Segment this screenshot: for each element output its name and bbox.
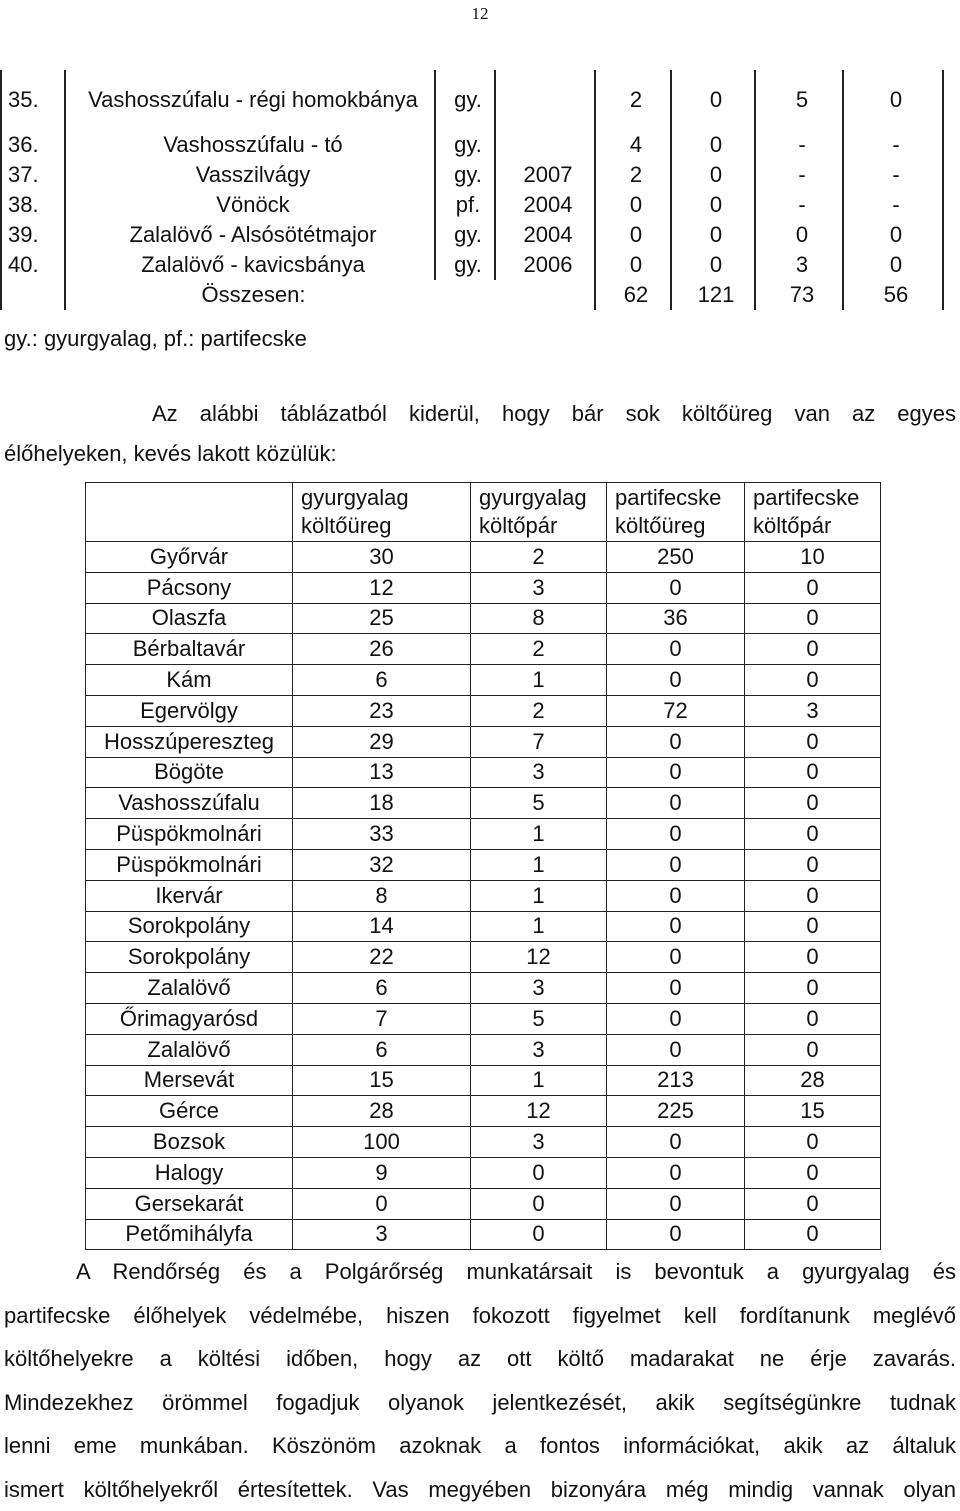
abbreviation-note: gy.: gyurgyalag, pf.: partifecske	[4, 326, 307, 352]
habitat-name-cell: Sorokpolány	[86, 911, 293, 942]
habitat-row	[86, 1065, 881, 1096]
habitat-value-cell: 1	[471, 911, 607, 942]
habitat-value-cell: 28	[745, 1065, 881, 1096]
site-cell-type: gy.	[435, 220, 495, 250]
site-cell-type: gy.	[435, 160, 495, 190]
habitat-value-cell: 6	[293, 973, 471, 1004]
habitat-value-cell: 1	[471, 1065, 607, 1096]
habitat-value-cell: 0	[607, 819, 745, 850]
habitat-value-cell: 8	[471, 603, 607, 634]
blank-cell	[495, 280, 595, 310]
site-cell-c: 3	[755, 250, 843, 280]
habitat-value-cell: 7	[293, 1003, 471, 1034]
habitat-value-cell: 3	[471, 1034, 607, 1065]
habitat-name-cell: Zalalövő	[86, 973, 293, 1004]
site-cell-a: 4	[595, 130, 671, 160]
habitat-name-cell: Gérce	[86, 1096, 293, 1127]
site-cell-b: 0	[671, 220, 755, 250]
habitat-value-cell: 0	[745, 942, 881, 973]
habitat-row	[86, 1157, 881, 1188]
habitat-value-cell: 0	[471, 1188, 607, 1219]
habitat-name-cell: Őrimagyarósd	[86, 1003, 293, 1034]
habitat-name-cell: Bozsok	[86, 1127, 293, 1158]
habitat-value-cell: 100	[293, 1127, 471, 1158]
habitat-value-cell: 0	[471, 1157, 607, 1188]
habitat-value-cell: 2	[471, 695, 607, 726]
habitat-value-cell: 15	[293, 1065, 471, 1096]
habitat-name-cell: Püspökmolnári	[86, 819, 293, 850]
habitat-value-cell: 0	[745, 1034, 881, 1065]
site-cell-a: 2	[595, 70, 671, 130]
habitat-value-cell: 0	[607, 1219, 745, 1250]
habitat-value-cell: 3	[293, 1219, 471, 1250]
habitat-value-cell: 0	[745, 757, 881, 788]
header-cell: partifecske költőpár	[745, 483, 881, 542]
habitat-row	[86, 542, 881, 573]
habitat-value-cell: 12	[471, 1096, 607, 1127]
site-cell-c: 5	[755, 70, 843, 130]
habitat-name-cell: Gersekarát	[86, 1188, 293, 1219]
habitat-value-cell: 0	[607, 1003, 745, 1034]
totals-row	[1, 280, 943, 310]
site-row	[1, 160, 943, 190]
site-cell-a: 0	[595, 220, 671, 250]
site-cell-type: gy.	[435, 130, 495, 160]
habitat-value-cell: 36	[607, 603, 745, 634]
site-cell-no: 39.	[1, 220, 65, 250]
habitat-value-cell: 12	[471, 942, 607, 973]
habitat-row	[86, 572, 881, 603]
habitat-row	[86, 634, 881, 665]
site-cell-c: -	[755, 130, 843, 160]
habitat-value-cell: 7	[471, 726, 607, 757]
habitat-value-cell: 0	[607, 973, 745, 1004]
site-cell-c: 0	[755, 220, 843, 250]
habitat-value-cell: 0	[745, 1188, 881, 1219]
site-cell-d: -	[843, 190, 943, 220]
total-c: 73	[755, 280, 843, 310]
habitat-name-cell: Ikervár	[86, 880, 293, 911]
site-cell-b: 0	[671, 250, 755, 280]
habitat-value-cell: 0	[607, 572, 745, 603]
habitat-name-cell: Egervölgy	[86, 695, 293, 726]
habitat-row	[86, 1003, 881, 1034]
habitat-value-cell: 5	[471, 1003, 607, 1034]
site-cell-d: 0	[843, 250, 943, 280]
site-cell-year: 2006	[495, 250, 595, 280]
habitat-value-cell: 225	[607, 1096, 745, 1127]
habitat-value-cell: 0	[745, 788, 881, 819]
habitat-name-cell: Bögöte	[86, 757, 293, 788]
site-row	[1, 250, 943, 280]
header-cell: gyurgyalag költőpár	[471, 483, 607, 542]
site-cell-type: gy.	[435, 250, 495, 280]
site-cell-a: 0	[595, 250, 671, 280]
header-cell: partifecske költőüreg	[607, 483, 745, 542]
site-cell-name: Vashosszúfalu - tó	[65, 130, 435, 160]
page-number: 12	[0, 4, 960, 24]
habitat-value-cell: 13	[293, 757, 471, 788]
site-row	[1, 130, 943, 160]
habitat-value-cell: 1	[471, 880, 607, 911]
intro-paragraph	[4, 394, 956, 474]
site-cell-name: Zalalövő - kavicsbánya	[65, 250, 435, 280]
habitat-name-cell: Kám	[86, 665, 293, 696]
site-cell-d: 0	[843, 220, 943, 250]
habitat-value-cell: 0	[745, 665, 881, 696]
habitat-value-cell: 18	[293, 788, 471, 819]
sites-table	[0, 70, 944, 310]
habitat-row	[86, 603, 881, 634]
site-cell-no: 36.	[1, 130, 65, 160]
habitat-value-cell: 0	[607, 1034, 745, 1065]
habitat-name-cell: Hosszúpereszteg	[86, 726, 293, 757]
site-cell-type: gy.	[435, 70, 495, 130]
habitat-value-cell: 2	[471, 542, 607, 573]
site-cell-b: 0	[671, 70, 755, 130]
habitat-name-cell: Halogy	[86, 1157, 293, 1188]
total-b: 121	[671, 280, 755, 310]
habitat-value-cell: 0	[745, 849, 881, 880]
habitat-name-cell: Sorokpolány	[86, 942, 293, 973]
habitat-value-cell: 15	[745, 1096, 881, 1127]
habitat-name-cell: Zalalövő	[86, 1034, 293, 1065]
habitat-value-cell: 1	[471, 849, 607, 880]
habitat-row	[86, 911, 881, 942]
habitat-value-cell: 213	[607, 1065, 745, 1096]
habitat-value-cell: 8	[293, 880, 471, 911]
intro-line: élőhelyeken, kevés lakott közülük:	[4, 441, 337, 466]
habitat-value-cell: 12	[293, 572, 471, 603]
habitat-value-cell: 0	[745, 911, 881, 942]
habitat-name-cell: Pácsony	[86, 572, 293, 603]
habitat-row	[86, 1127, 881, 1158]
habitat-value-cell: 0	[607, 788, 745, 819]
body-line: A Rendőrség és a Polgárőrség munkatársait is bevontuk a gyurgyalag és	[4, 1250, 956, 1294]
habitat-value-cell: 0	[607, 911, 745, 942]
habitat-value-cell: 26	[293, 634, 471, 665]
blank-cell	[435, 280, 495, 310]
habitat-value-cell: 3	[471, 1127, 607, 1158]
habitat-header-row	[86, 483, 881, 542]
site-cell-no: 35.	[1, 70, 65, 130]
habitat-value-cell: 0	[607, 726, 745, 757]
habitat-value-cell: 3	[471, 572, 607, 603]
habitat-row	[86, 726, 881, 757]
site-cell-name: Vasszilvágy	[65, 160, 435, 190]
habitat-value-cell: 0	[745, 1003, 881, 1034]
habitat-value-cell: 25	[293, 603, 471, 634]
habitat-value-cell: 0	[745, 819, 881, 850]
site-cell-a: 2	[595, 160, 671, 190]
habitat-value-cell: 29	[293, 726, 471, 757]
habitat-value-cell: 0	[745, 973, 881, 1004]
site-cell-name: Zalalövő - Alsósötétmajor	[65, 220, 435, 250]
habitat-value-cell: 250	[607, 542, 745, 573]
site-cell-name: Vashosszúfalu - régi homokbánya	[65, 70, 435, 130]
habitat-name-cell: Olaszfa	[86, 603, 293, 634]
total-d: 56	[843, 280, 943, 310]
site-cell-no: 37.	[1, 160, 65, 190]
habitat-value-cell: 30	[293, 542, 471, 573]
habitat-row	[86, 973, 881, 1004]
intro-line: Az alábbi táblázatból kiderül, hogy bár sok költőüreg van az egyes	[4, 394, 956, 434]
habitat-name-cell: Mersevát	[86, 1065, 293, 1096]
habitat-value-cell: 0	[607, 1188, 745, 1219]
site-cell-type: pf.	[435, 190, 495, 220]
header-cell: gyurgyalag költőüreg	[293, 483, 471, 542]
habitat-value-cell: 0	[745, 572, 881, 603]
habitat-value-cell: 0	[745, 634, 881, 665]
habitat-name-cell: Vashosszúfalu	[86, 788, 293, 819]
habitat-value-cell: 1	[471, 665, 607, 696]
habitat-value-cell: 0	[607, 880, 745, 911]
habitat-value-cell: 0	[607, 849, 745, 880]
habitat-value-cell: 0	[607, 1127, 745, 1158]
site-cell-b: 0	[671, 190, 755, 220]
habitat-row	[86, 695, 881, 726]
habitat-row	[86, 1096, 881, 1127]
habitat-name-cell: Bérbaltavár	[86, 634, 293, 665]
habitat-row	[86, 665, 881, 696]
habitat-row	[86, 1219, 881, 1250]
site-cell-no: 40.	[1, 250, 65, 280]
total-label: Összesen:	[65, 280, 435, 310]
site-cell-no: 38.	[1, 190, 65, 220]
habitat-value-cell: 0	[471, 1219, 607, 1250]
body-line: ismert költőhelyekről értesítettek. Vas megyében bizonyára még mindig vannak olyan	[4, 1468, 956, 1511]
habitat-value-cell: 33	[293, 819, 471, 850]
habitat-value-cell: 28	[293, 1096, 471, 1127]
habitat-value-cell: 3	[471, 757, 607, 788]
total-a: 62	[595, 280, 671, 310]
site-cell-year	[495, 130, 595, 160]
habitat-value-cell: 0	[607, 634, 745, 665]
habitat-value-cell: 5	[471, 788, 607, 819]
header-blank	[86, 483, 293, 542]
habitat-value-cell: 2	[471, 634, 607, 665]
habitat-value-cell: 0	[607, 1157, 745, 1188]
site-cell-d: -	[843, 130, 943, 160]
habitat-value-cell: 0	[607, 665, 745, 696]
habitat-row	[86, 757, 881, 788]
body-paragraph	[4, 1250, 956, 1511]
site-row	[1, 70, 943, 130]
habitat-name-cell: Győrvár	[86, 542, 293, 573]
site-cell-year	[495, 70, 595, 130]
habitat-value-cell: 22	[293, 942, 471, 973]
site-cell-c: -	[755, 190, 843, 220]
site-cell-d: -	[843, 160, 943, 190]
habitat-value-cell: 23	[293, 695, 471, 726]
site-cell-year: 2007	[495, 160, 595, 190]
habitat-value-cell: 72	[607, 695, 745, 726]
habitat-value-cell: 14	[293, 911, 471, 942]
habitat-value-cell: 0	[607, 757, 745, 788]
body-line: Mindezekhez örömmel fogadjuk olyanok jelentkezését, akik segítségünkre tudnak	[4, 1381, 956, 1425]
habitat-value-cell: 0	[745, 1127, 881, 1158]
habitat-value-cell: 0	[745, 726, 881, 757]
body-line: lenni eme munkában. Köszönöm azoknak a fontos információkat, akik az általuk	[4, 1424, 956, 1468]
site-cell-c: -	[755, 160, 843, 190]
habitat-value-cell: 0	[745, 1219, 881, 1250]
habitat-value-cell: 0	[745, 1157, 881, 1188]
habitat-value-cell: 3	[745, 695, 881, 726]
site-cell-b: 0	[671, 130, 755, 160]
blank-cell	[1, 280, 65, 310]
habitat-value-cell: 10	[745, 542, 881, 573]
site-row	[1, 220, 943, 250]
habitat-row	[86, 788, 881, 819]
habitat-value-cell: 0	[745, 880, 881, 911]
site-cell-b: 0	[671, 160, 755, 190]
body-line: partifecske élőhelyek védelmébe, hiszen fokozott figyelmet kell fordítanunk meglévő	[4, 1294, 956, 1338]
habitat-value-cell: 3	[471, 973, 607, 1004]
habitat-row	[86, 1034, 881, 1065]
habitat-row	[86, 1188, 881, 1219]
habitat-row	[86, 819, 881, 850]
habitat-row	[86, 880, 881, 911]
habitat-name-cell: Petőmihályfa	[86, 1219, 293, 1250]
habitat-name-cell: Püspökmolnári	[86, 849, 293, 880]
site-cell-name: Vönöck	[65, 190, 435, 220]
habitat-value-cell: 0	[607, 942, 745, 973]
site-cell-year: 2004	[495, 220, 595, 250]
habitat-value-cell: 32	[293, 849, 471, 880]
habitat-row	[86, 849, 881, 880]
habitat-value-cell: 1	[471, 819, 607, 850]
habitat-value-cell: 9	[293, 1157, 471, 1188]
site-cell-d: 0	[843, 70, 943, 130]
site-cell-year: 2004	[495, 190, 595, 220]
site-cell-a: 0	[595, 190, 671, 220]
habitat-table	[85, 482, 881, 1250]
site-row	[1, 190, 943, 220]
habitat-row	[86, 942, 881, 973]
habitat-value-cell: 6	[293, 1034, 471, 1065]
body-line: költőhelyekre a költési időben, hogy az ott költő madarakat ne érje zavarás.	[4, 1337, 956, 1381]
habitat-value-cell: 6	[293, 665, 471, 696]
habitat-value-cell: 0	[293, 1188, 471, 1219]
habitat-value-cell: 0	[745, 603, 881, 634]
